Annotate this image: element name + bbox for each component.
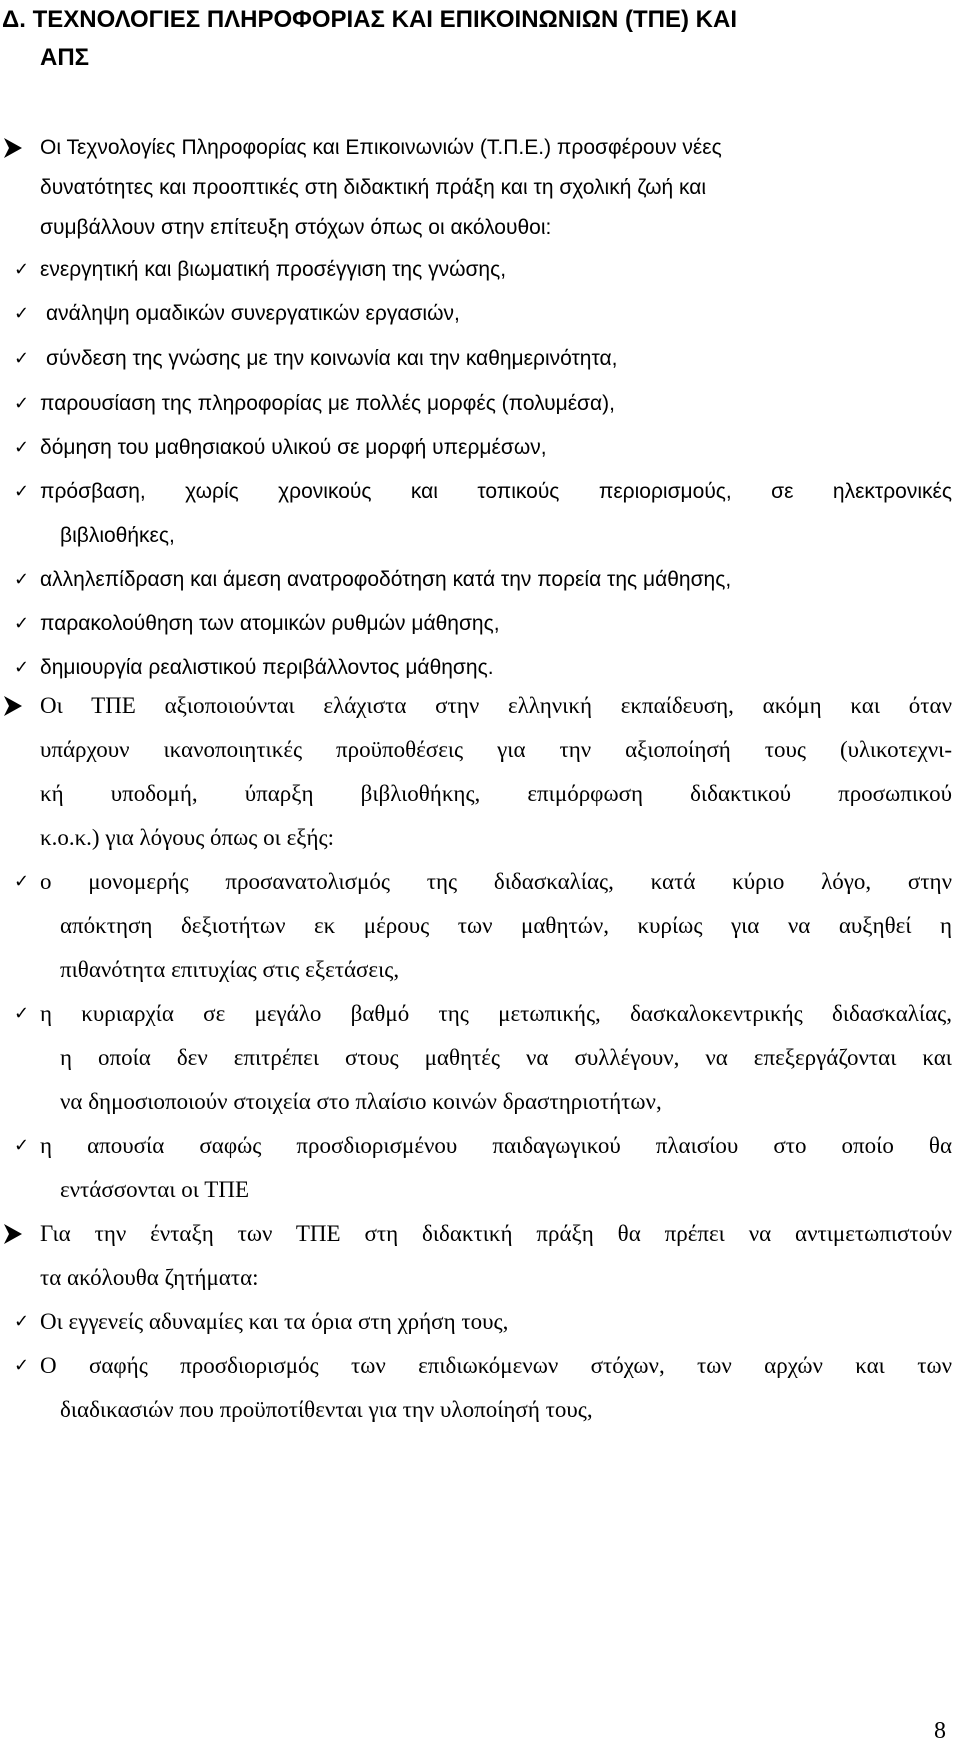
page-number: 8 [934, 1718, 946, 1744]
list-item: πρόσβαση, χωρίς χρονικούς και τοπικούς περιορισμούς, σε ηλεκτρονικές [40, 480, 952, 503]
checkmark-icon: ✓ [14, 1003, 30, 1024]
list-item: ανάληψη ομαδικών συνεργατικών εργασιών, [46, 302, 460, 325]
paragraph-line: υπάρχουν ικανοποιητικές προϋποθέσεις για την αξιοποίησή τους (υλικοτεχνι- [40, 737, 952, 762]
checkmark-icon: ✓ [14, 481, 30, 502]
checkmark-icon: ✓ [14, 657, 30, 678]
list-item: παρακολούθηση των ατομικών ρυθμών μάθησης, [40, 612, 500, 635]
checkmark-icon: ✓ [14, 871, 30, 892]
checkmark-icon: ✓ [14, 1135, 30, 1156]
list-item: δόμηση του μαθησιακού υλικού σε μορφή υπερμέσων, [40, 436, 547, 459]
list-item-continuation: πιθανότητα επιτυχίας στις εξετάσεις, [60, 957, 400, 982]
list-item-continuation: απόκτηση δεξιοτήτων εκ μέρους των μαθητών, κυρίως για να αυξηθεί η [60, 913, 952, 938]
checkmark-icon: ✓ [14, 613, 30, 634]
checkmark-icon: ✓ [14, 437, 30, 458]
checkmark-icon: ✓ [14, 259, 30, 280]
paragraph-line: κ.ο.κ.) για λόγους όπως οι εξής: [40, 825, 335, 850]
list-item-continuation: εντάσσονται οι ΤΠΕ [60, 1177, 250, 1202]
paragraph-line: Οι ΤΠΕ αξιοποιούνται ελάχιστα στην ελληνική εκπαίδευση, ακόμη και όταν [40, 693, 952, 718]
list-item: παρουσίαση της πληροφορίας με πολλές μορφές (πολυμέσα), [40, 392, 615, 415]
list-item-continuation: βιβλιοθήκες, [60, 524, 175, 547]
list-item: αλληλεπίδραση και άμεση ανατροφοδότηση κατά την πορεία της μάθησης, [40, 568, 732, 591]
paragraph-line: Για την ένταξη των ΤΠΕ στη διδακτική πράξη θα πρέπει να αντιμετωπιστούν [40, 1221, 952, 1246]
checkmark-icon: ✓ [14, 393, 30, 414]
checkmark-icon: ✓ [14, 1355, 30, 1376]
paragraph-line: κή υποδομή, ύπαρξη βιβλιοθήκης, επιμόρφωση διδακτικού προσωπικού [40, 781, 952, 806]
list-item: σύνδεση της γνώσης με την κοινωνία και την καθημερινότητα, [46, 347, 618, 370]
list-item: η απουσία σαφώς προσδιορισμένου παιδαγωγικού πλαισίου στο οποίο θα [40, 1133, 952, 1158]
paragraph-line: συμβάλλουν στην επίτευξη στόχων όπως οι ακόλουθοι: [40, 216, 552, 239]
section-heading-line-2: ΑΠΣ [40, 44, 90, 71]
checkmark-icon: ✓ [14, 1311, 30, 1332]
list-item: δημιουργία ρεαλιστικού περιβάλλοντος μάθησης. [40, 656, 494, 679]
list-item: Οι εγγενείς αδυναμίες και τα όρια στη χρήση τους, [40, 1309, 509, 1334]
arrow-bullet-icon [2, 694, 24, 718]
paragraph-line: τα ακόλουθα ζητήματα: [40, 1265, 259, 1290]
list-item-continuation: διαδικασιών που προϋποτίθενται για την υλοποίησή τους, [60, 1397, 593, 1422]
paragraph-line: δυνατότητες και προοπτικές στη διδακτική πράξη και τη σχολική ζωή και [40, 176, 707, 199]
arrow-bullet-icon [2, 1222, 24, 1246]
list-item: η κυριαρχία σε μεγάλο βαθμό της μετωπικής, δασκαλοκεντρικής διδασκαλίας, [40, 1001, 952, 1026]
arrow-bullet-icon [2, 136, 24, 160]
checkmark-icon: ✓ [14, 303, 30, 324]
checkmark-icon: ✓ [14, 348, 30, 369]
paragraph-line: Οι Τεχνολογίες Πληροφορίας και Επικοινωνιών (Τ.Π.Ε.) προσφέρουν νέες [40, 136, 722, 159]
checkmark-icon: ✓ [14, 569, 30, 590]
list-item: Ο σαφής προσδιορισμός των επιδιωκόμενων στόχων, των αρχών και των [40, 1353, 952, 1378]
list-item: ο μονομερής προσανατολισμός της διδασκαλίας, κατά κύριο λόγο, στην [40, 869, 952, 894]
list-item: ενεργητική και βιωματική προσέγγιση της γνώσης, [40, 258, 507, 281]
list-item-continuation: να δημοσιοποιούν στοιχεία στο πλαίσιο κοινών δραστηριοτήτων, [60, 1089, 662, 1114]
list-item-continuation: η οποία δεν επιτρέπει στους μαθητές να συλλέγουν, να επεξεργάζονται και [60, 1045, 952, 1070]
section-heading-line-1: Δ. ΤΕΧΝΟΛΟΓΙΕΣ ΠΛΗΡΟΦΟΡΙΑΣ ΚΑΙ ΕΠΙΚΟΙΝΩΝΙΩΝ (ΤΠΕ) ΚΑΙ [2, 6, 737, 33]
